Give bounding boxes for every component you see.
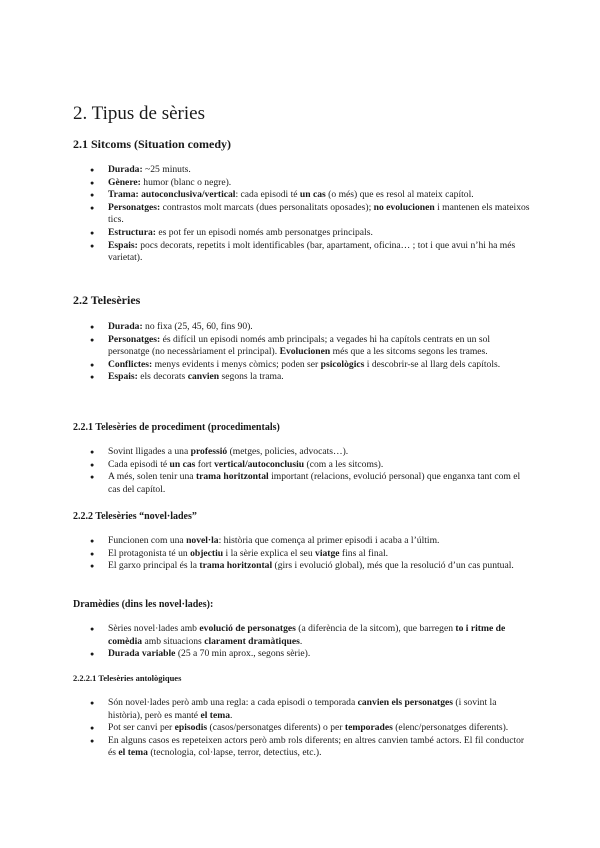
text: (elenc/personatges diferents). <box>392 722 509 734</box>
text: contrastos molt marcats (dues personalitats oposades); <box>160 201 374 213</box>
list-novellades <box>90 535 530 573</box>
text: El garxo principal és la <box>108 560 200 572</box>
bold-text: el tema <box>118 747 148 759</box>
bold-text: evolució de personatges <box>199 623 296 634</box>
bold-text: objectiu <box>190 547 224 559</box>
text: . <box>230 709 233 721</box>
list-item <box>90 359 530 372</box>
text: (com a les sitcoms). <box>304 458 384 470</box>
list-item <box>90 446 530 459</box>
bold-text: trama horitzontal <box>195 471 269 483</box>
section-title-novellades: 2.2.2 Telesèries “novel·lades” <box>73 511 197 522</box>
bold-text: to i ritme de comèdia <box>108 623 506 647</box>
bold-text: novel·la <box>186 535 219 546</box>
bold-text: Durada: <box>108 164 146 175</box>
list-item <box>90 560 530 573</box>
text: : història que comença al primer episodi i acaba a l’últim. <box>218 535 440 546</box>
text: els decorats <box>137 371 188 383</box>
list-procedimentals <box>90 446 530 496</box>
list-item <box>90 334 530 359</box>
text: i descobrir-se al llarg dels capítols. <box>364 358 501 370</box>
bold-text: Personatges: <box>108 333 161 345</box>
text: Funcionen com una <box>108 535 187 546</box>
list-item <box>90 697 530 722</box>
section-title-procedimentals: 2.2.1 Telesèries de procediment (procedimentals) <box>73 422 280 433</box>
text: Sovint lligades a una <box>108 446 191 457</box>
bold-text: psicològics <box>320 358 365 370</box>
section-title-telesèries: 2.2 Telesèries <box>73 293 141 307</box>
list-sitcoms <box>90 164 530 265</box>
text: (girs i evolució global), més que la resolució d’un cas puntual. <box>272 560 514 572</box>
text: fins al final. <box>339 547 389 559</box>
text: : cada episodi té <box>235 189 300 201</box>
text: es pot fer un episodi només amb personatges principals. <box>155 226 373 238</box>
text: ~25 minuts. <box>145 164 191 175</box>
text: important (relacions, evolució personal) que enganxa tant com el cas del capítol. <box>108 471 521 495</box>
bold-text: clarament dramàtiques <box>204 635 300 647</box>
bold-text: Espais: <box>108 239 138 251</box>
text: (o més) que es resol al mateix capítol. <box>325 189 474 201</box>
list-item <box>90 202 530 227</box>
text: amb situacions <box>142 635 205 647</box>
text: En alguns casos es repeteixen actors però amb rols diferents; en altres canvien també actors. El fil conductor és <box>108 734 525 759</box>
bold-text: canvien <box>187 371 220 383</box>
list-item <box>90 371 530 384</box>
section-title-sitcoms: 2.1 Sitcoms (Situation comedy) <box>73 137 231 151</box>
text: humor (blanc o negre). <box>143 176 232 188</box>
text: (a diferència de la sitcom), que barregen <box>295 623 456 634</box>
text: (tecnologia, col·lapse, terror, detectius, etc.). <box>147 747 322 759</box>
list-item <box>90 648 530 661</box>
text: Són novel·lades però amb una regla: a cada episodi o temporada <box>108 697 358 708</box>
text: El protagonista té un <box>108 547 191 559</box>
text: fort <box>195 458 215 470</box>
bold-text: Trama: autoconclusiva/vertical <box>108 189 236 201</box>
text: . <box>299 635 303 647</box>
list-item <box>90 548 530 561</box>
list-item <box>90 240 530 265</box>
text: (25 a 70 min aprox., segons sèrie). <box>175 648 311 660</box>
bold-text: no evolucionen <box>373 201 435 213</box>
list-dramedies <box>90 623 530 661</box>
bold-text: Gènere: <box>108 176 144 188</box>
text: i la sèrie explica el seu <box>223 547 316 559</box>
section-title-dramedies: Dramèdies (dins les novel·lades): <box>73 599 214 610</box>
text: i mantenen els mateixos tics. <box>108 201 530 226</box>
list-item <box>90 722 530 735</box>
bold-text: Evolucionen <box>279 346 331 358</box>
text: Cada episodi té <box>108 458 170 470</box>
text: (casos/personatges diferents) o per <box>207 722 345 734</box>
bold-text: un cas <box>299 189 326 201</box>
list-item <box>90 623 530 648</box>
bold-text: Durada variable <box>108 648 176 660</box>
list-item <box>90 321 530 334</box>
text: més que a les sitcoms segons les trames. <box>330 346 488 358</box>
list-item <box>90 459 530 472</box>
text: segons la trama. <box>219 371 284 383</box>
text: és difícil un episodi només amb principals; a vegades hi ha capítols centrats en un sol personatge (no necessàriament el principal). <box>108 333 491 358</box>
text: (metges, policies, advocats…). <box>227 446 349 457</box>
list-telesèries <box>90 321 530 384</box>
list-item <box>90 227 530 240</box>
list-item <box>90 177 530 190</box>
bold-text: episodis <box>174 722 208 734</box>
bold-text: el tema <box>200 709 231 721</box>
bold-text: vertical/autoconclusiu <box>214 458 305 470</box>
text: (i sovint la història), però es manté <box>108 697 497 721</box>
list-item <box>90 471 530 496</box>
text: A més, solen tenir una <box>108 471 196 483</box>
bold-text: canvien els personatges <box>357 697 454 708</box>
list-item <box>90 164 530 177</box>
bold-text: Estructura: <box>108 226 156 238</box>
list-antologiques <box>90 697 530 760</box>
text: Pot ser canvi per <box>108 722 175 734</box>
bold-text: Personatges: <box>108 201 161 213</box>
list-item <box>90 535 530 548</box>
bold-text: professió <box>190 446 228 457</box>
text: menys evidents i menys còmics; poden ser <box>152 358 321 370</box>
page-title: 2. Tipus de sèries <box>73 103 205 124</box>
bold-text: temporades <box>344 722 393 734</box>
text: no fixa (25, 45, 60, fins 90). <box>142 321 253 332</box>
bold-text: un cas <box>169 458 196 470</box>
text: Sèries novel·lades amb <box>108 623 200 634</box>
bold-text: Espais: <box>108 371 138 383</box>
bold-text: trama horitzontal <box>199 560 273 572</box>
bold-text: Conflictes: <box>108 358 153 370</box>
section-title-antologiques: 2.2.2.1 Telesèries antològiques <box>73 673 182 683</box>
bold-text: viatge <box>315 547 340 559</box>
bold-text: Durada: <box>108 321 143 332</box>
text: pocs decorats, repetits i molt identificables (bar, apartament, oficina… ; tot i que avui n’hi ha més varietat). <box>108 239 516 264</box>
list-item <box>90 735 530 760</box>
list-item <box>90 189 530 202</box>
